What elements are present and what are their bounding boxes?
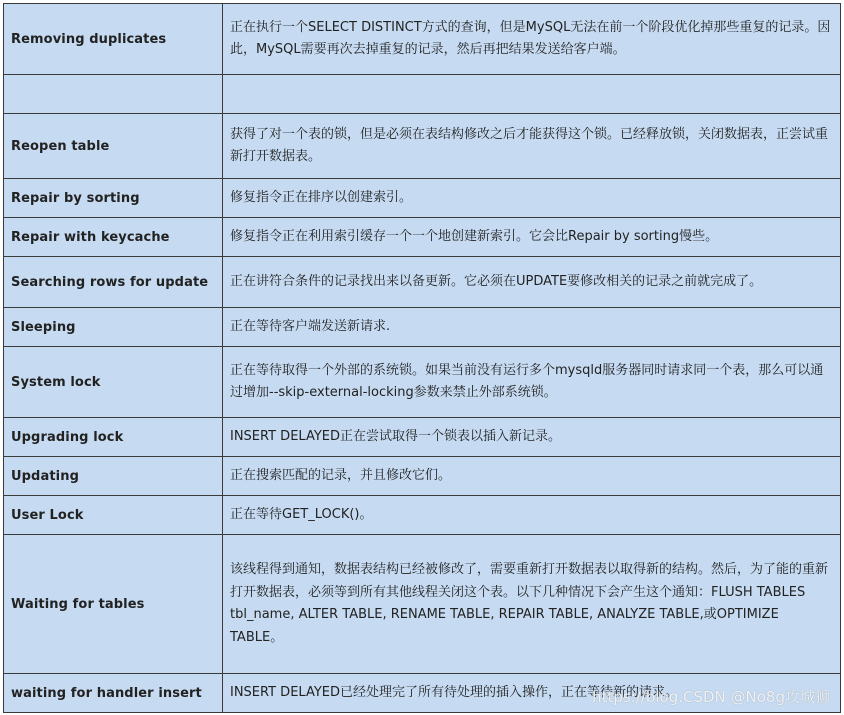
state-description (223, 75, 841, 114)
state-name: Updating (4, 457, 223, 496)
table-row (4, 347, 841, 418)
state-description: 正在搜索匹配的记录，并且修改它们。 (223, 457, 841, 496)
state-description: 获得了对一个表的锁，但是必须在表结构修改之后才能获得这个锁。已经释放锁，关闭数据表，正尝试重新打开数据表。 (223, 114, 841, 179)
table-row (4, 4, 841, 75)
table-row (4, 535, 841, 674)
state-description: 正在讲符合条件的记录找出来以备更新。它必须在UPDATE要修改相关的记录之前就完成了。 (223, 257, 841, 308)
state-name: Removing duplicates (4, 4, 223, 75)
state-description: 正在执行一个SELECT DISTINCT方式的查询，但是MySQL无法在前一个阶段优化掉那些重复的记录。因此，MySQL需要再次去掉重复的记录，然后再把结果发送给客户端。 (223, 4, 841, 75)
state-description: 正在等待GET_LOCK()。 (223, 496, 841, 535)
state-name: User Lock (4, 496, 223, 535)
table-row (4, 179, 841, 218)
table-row (4, 218, 841, 257)
state-description: 正在等待客户端发送新请求. (223, 308, 841, 347)
state-name: Sleeping (4, 308, 223, 347)
state-description: 该线程得到通知，数据表结构已经被修改了，需要重新打开数据表以取得新的结构。然后，为了能的重新打开数据表，必须等到所有其他线程关闭这个表。以下几种情况下会产生这个通知：FLUSH TABLES tbl_name, ALTER TABLE, RENAME TABLE, REPAIR TABLE, ANALYZE TABLE,或OPTIMIZE TABLE。 (223, 535, 841, 674)
state-description: INSERT DELAYED已经处理完了所有待处理的插入操作，正在等待新的请求。 (223, 674, 841, 713)
table-row (4, 257, 841, 308)
state-name: Reopen table (4, 114, 223, 179)
table-row (4, 457, 841, 496)
watermark-text: https://blog.CSDN @No8g攻城狮 (592, 688, 830, 706)
table-row (4, 496, 841, 535)
state-name: System lock (4, 347, 223, 418)
table-row (4, 674, 841, 713)
table-row (4, 114, 841, 179)
table-row (4, 75, 841, 114)
state-name: waiting for handler insert (4, 674, 223, 713)
state-name: Repair by sorting (4, 179, 223, 218)
thread-state-table (3, 3, 841, 713)
state-name: Searching rows for update (4, 257, 223, 308)
table-row (4, 308, 841, 347)
state-name: Upgrading lock (4, 418, 223, 457)
state-description: 修复指令正在利用索引缓存一个一个地创建新索引。它会比Repair by sorting慢些。 (223, 218, 841, 257)
table-row (4, 418, 841, 457)
state-name (4, 75, 223, 114)
state-description: INSERT DELAYED正在尝试取得一个锁表以插入新记录。 (223, 418, 841, 457)
state-name: Waiting for tables (4, 535, 223, 674)
state-description: 正在等待取得一个外部的系统锁。如果当前没有运行多个mysqld服务器同时请求同一个表，那么可以通过增加--skip-external-locking参数来禁止外部系统锁。 (223, 347, 841, 418)
state-description: 修复指令正在排序以创建索引。 (223, 179, 841, 218)
state-name: Repair with keycache (4, 218, 223, 257)
